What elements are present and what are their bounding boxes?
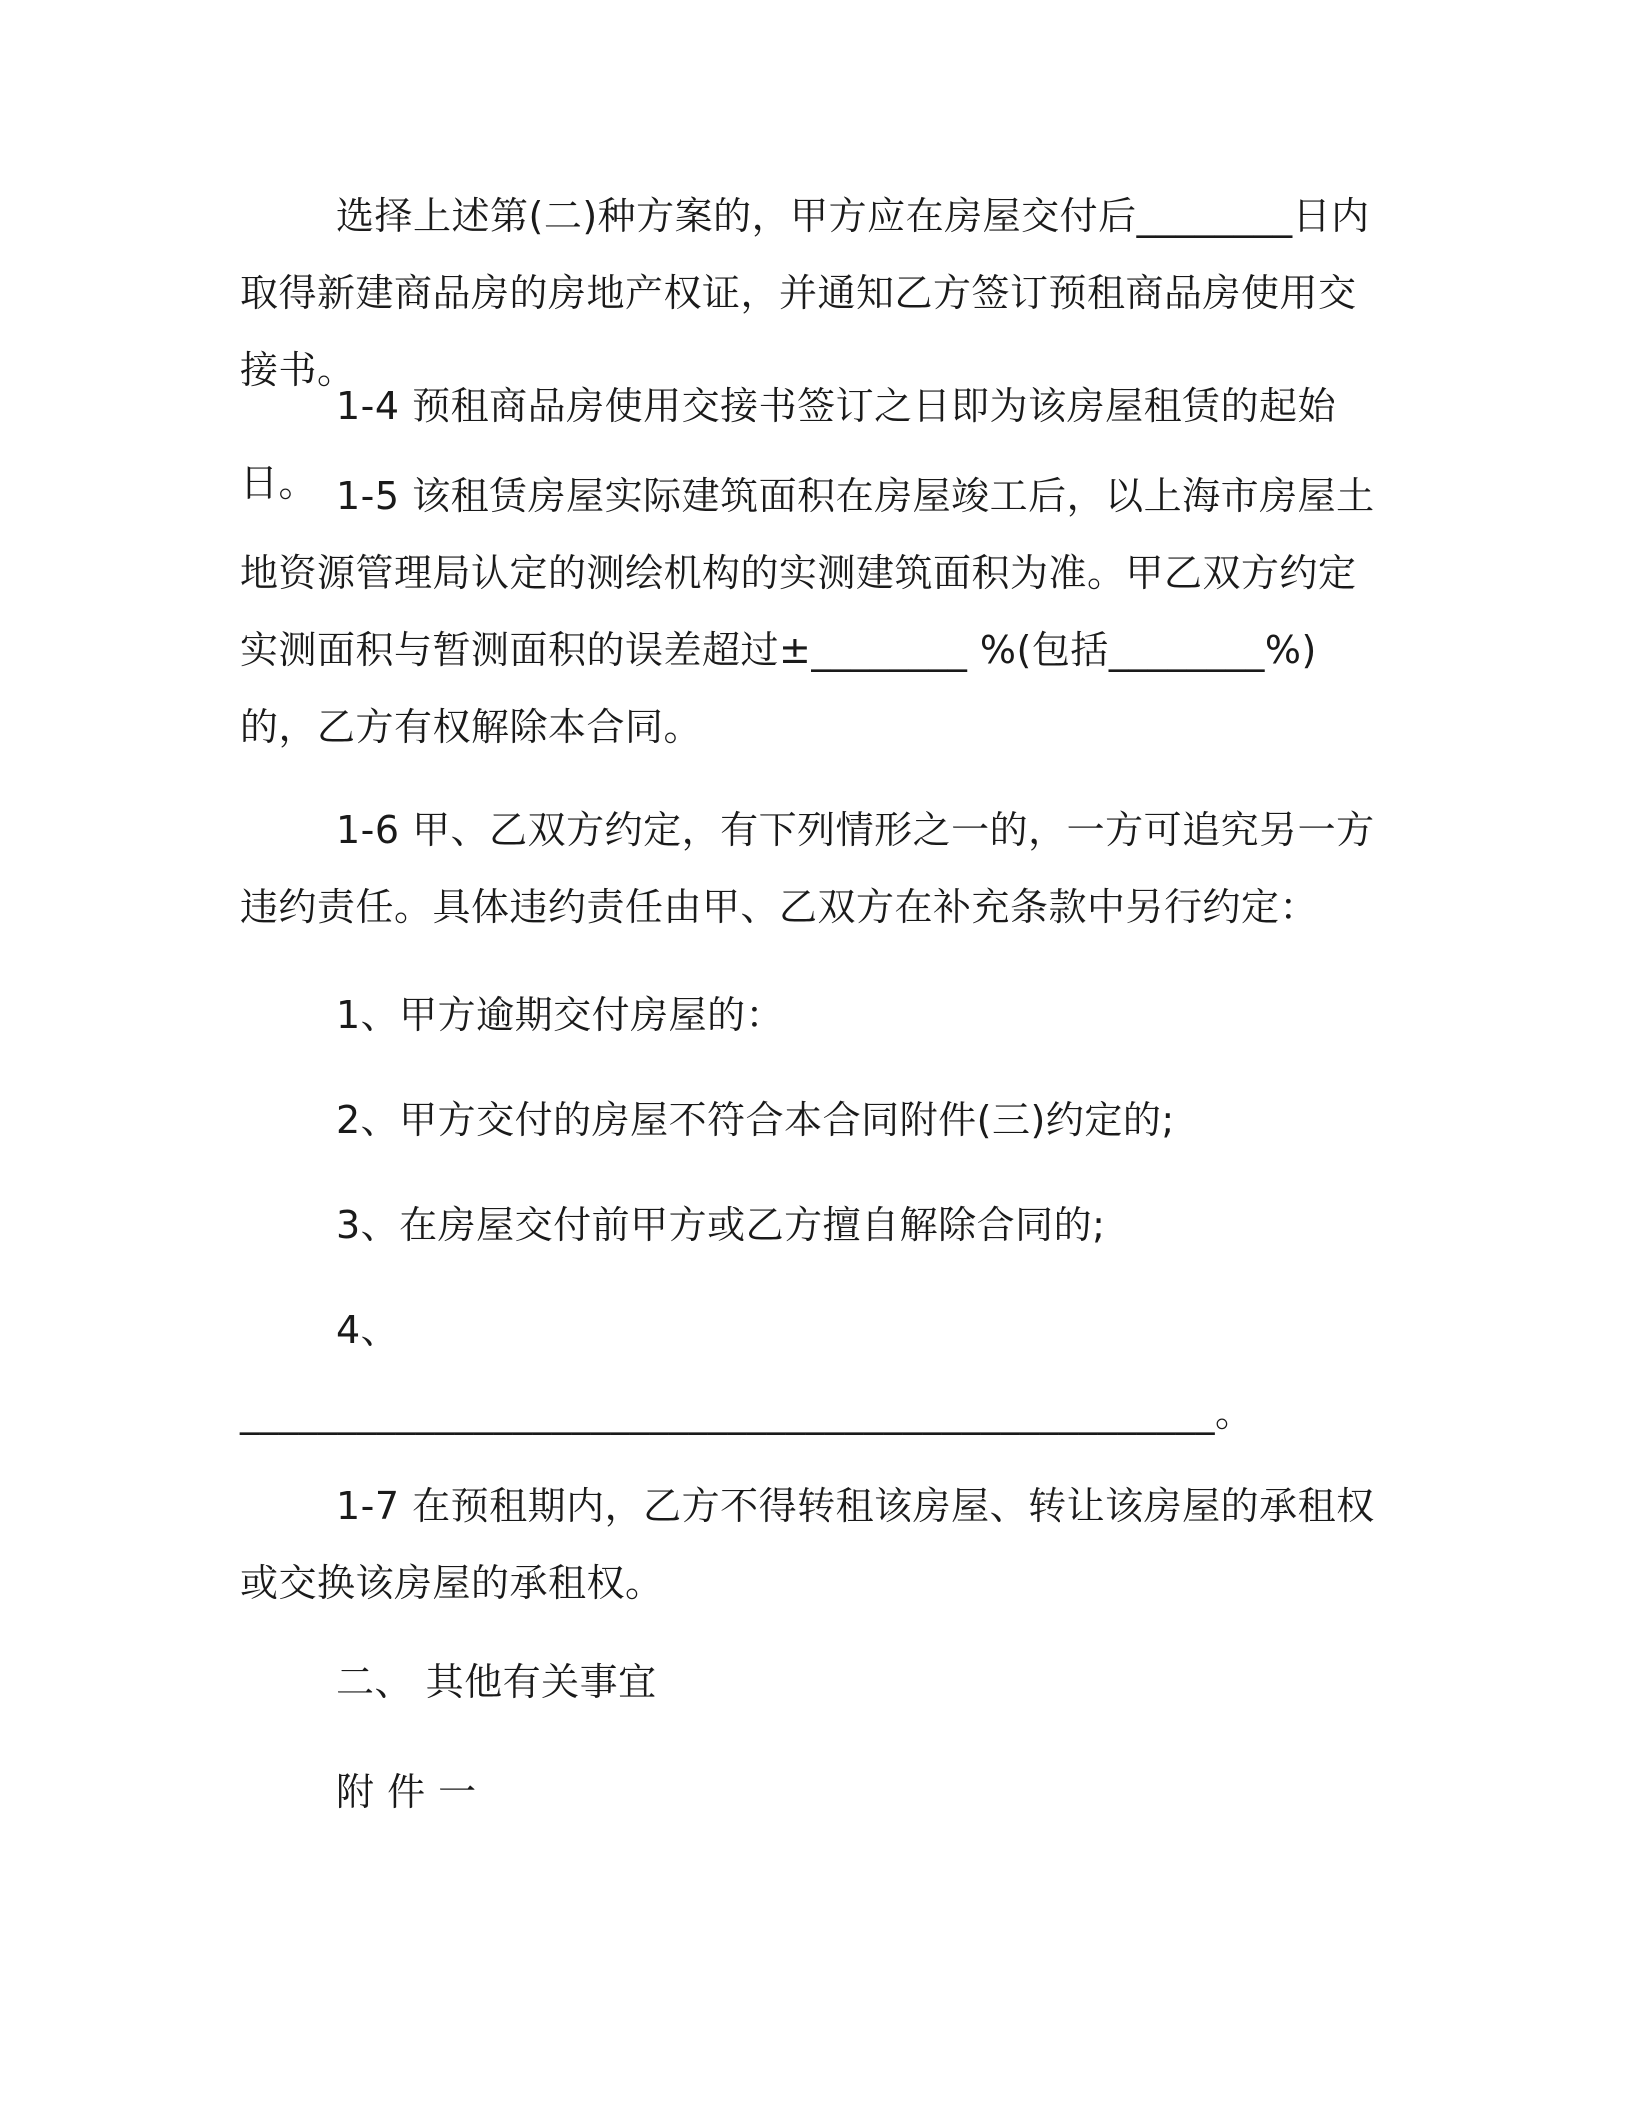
list-item-4: 4、 [336,1308,400,1352]
paragraph-clause-1-4: 1-4 预租商品房使用交接书签订之日即为该房屋租赁的起始日。 [240,384,1337,505]
appendix-one-heading: 附 件 一 [336,1770,477,1814]
list-item-2: 2、甲方交付的房屋不符合本合同附件(三)约定的; [336,1098,1175,1142]
paragraph-clause-1-5: 1-5 该租赁房屋实际建筑面积在房屋竣工后，以上海市房屋土地资源管理局认定的测绘机构的实测建筑面积为准。甲乙双方约定实测面积与暂测面积的误差超过±________ %(包括________%)的，乙方有权解除本合同。 [240,474,1375,749]
paragraph-option-two: 选择上述第(二)种方案的，甲方应在房屋交付后________日内取得新建商品房的房地产权证，并通知乙方签订预租商品房使用交接书。 [240,194,1370,392]
list-item-1: 1、甲方逾期交付房屋的： [336,993,785,1037]
list-item-3: 3、在房屋交付前甲方或乙方擅自解除合同的; [336,1203,1106,1247]
section-heading-other-matters: 二、 其他有关事宜 [336,1660,657,1704]
blank-fill-line: __________________________________________________。 [240,1391,1254,1435]
paragraph-clause-1-6: 1-6 甲、乙双方约定，有下列情形之一的，一方可追究另一方违约责任。具体违约责任由甲、乙双方在补充条款中另行约定： [240,808,1375,929]
paragraph-clause-1-7: 1-7 在预租期内，乙方不得转租该房屋、转让该房屋的承租权或交换该房屋的承租权。 [240,1484,1375,1605]
